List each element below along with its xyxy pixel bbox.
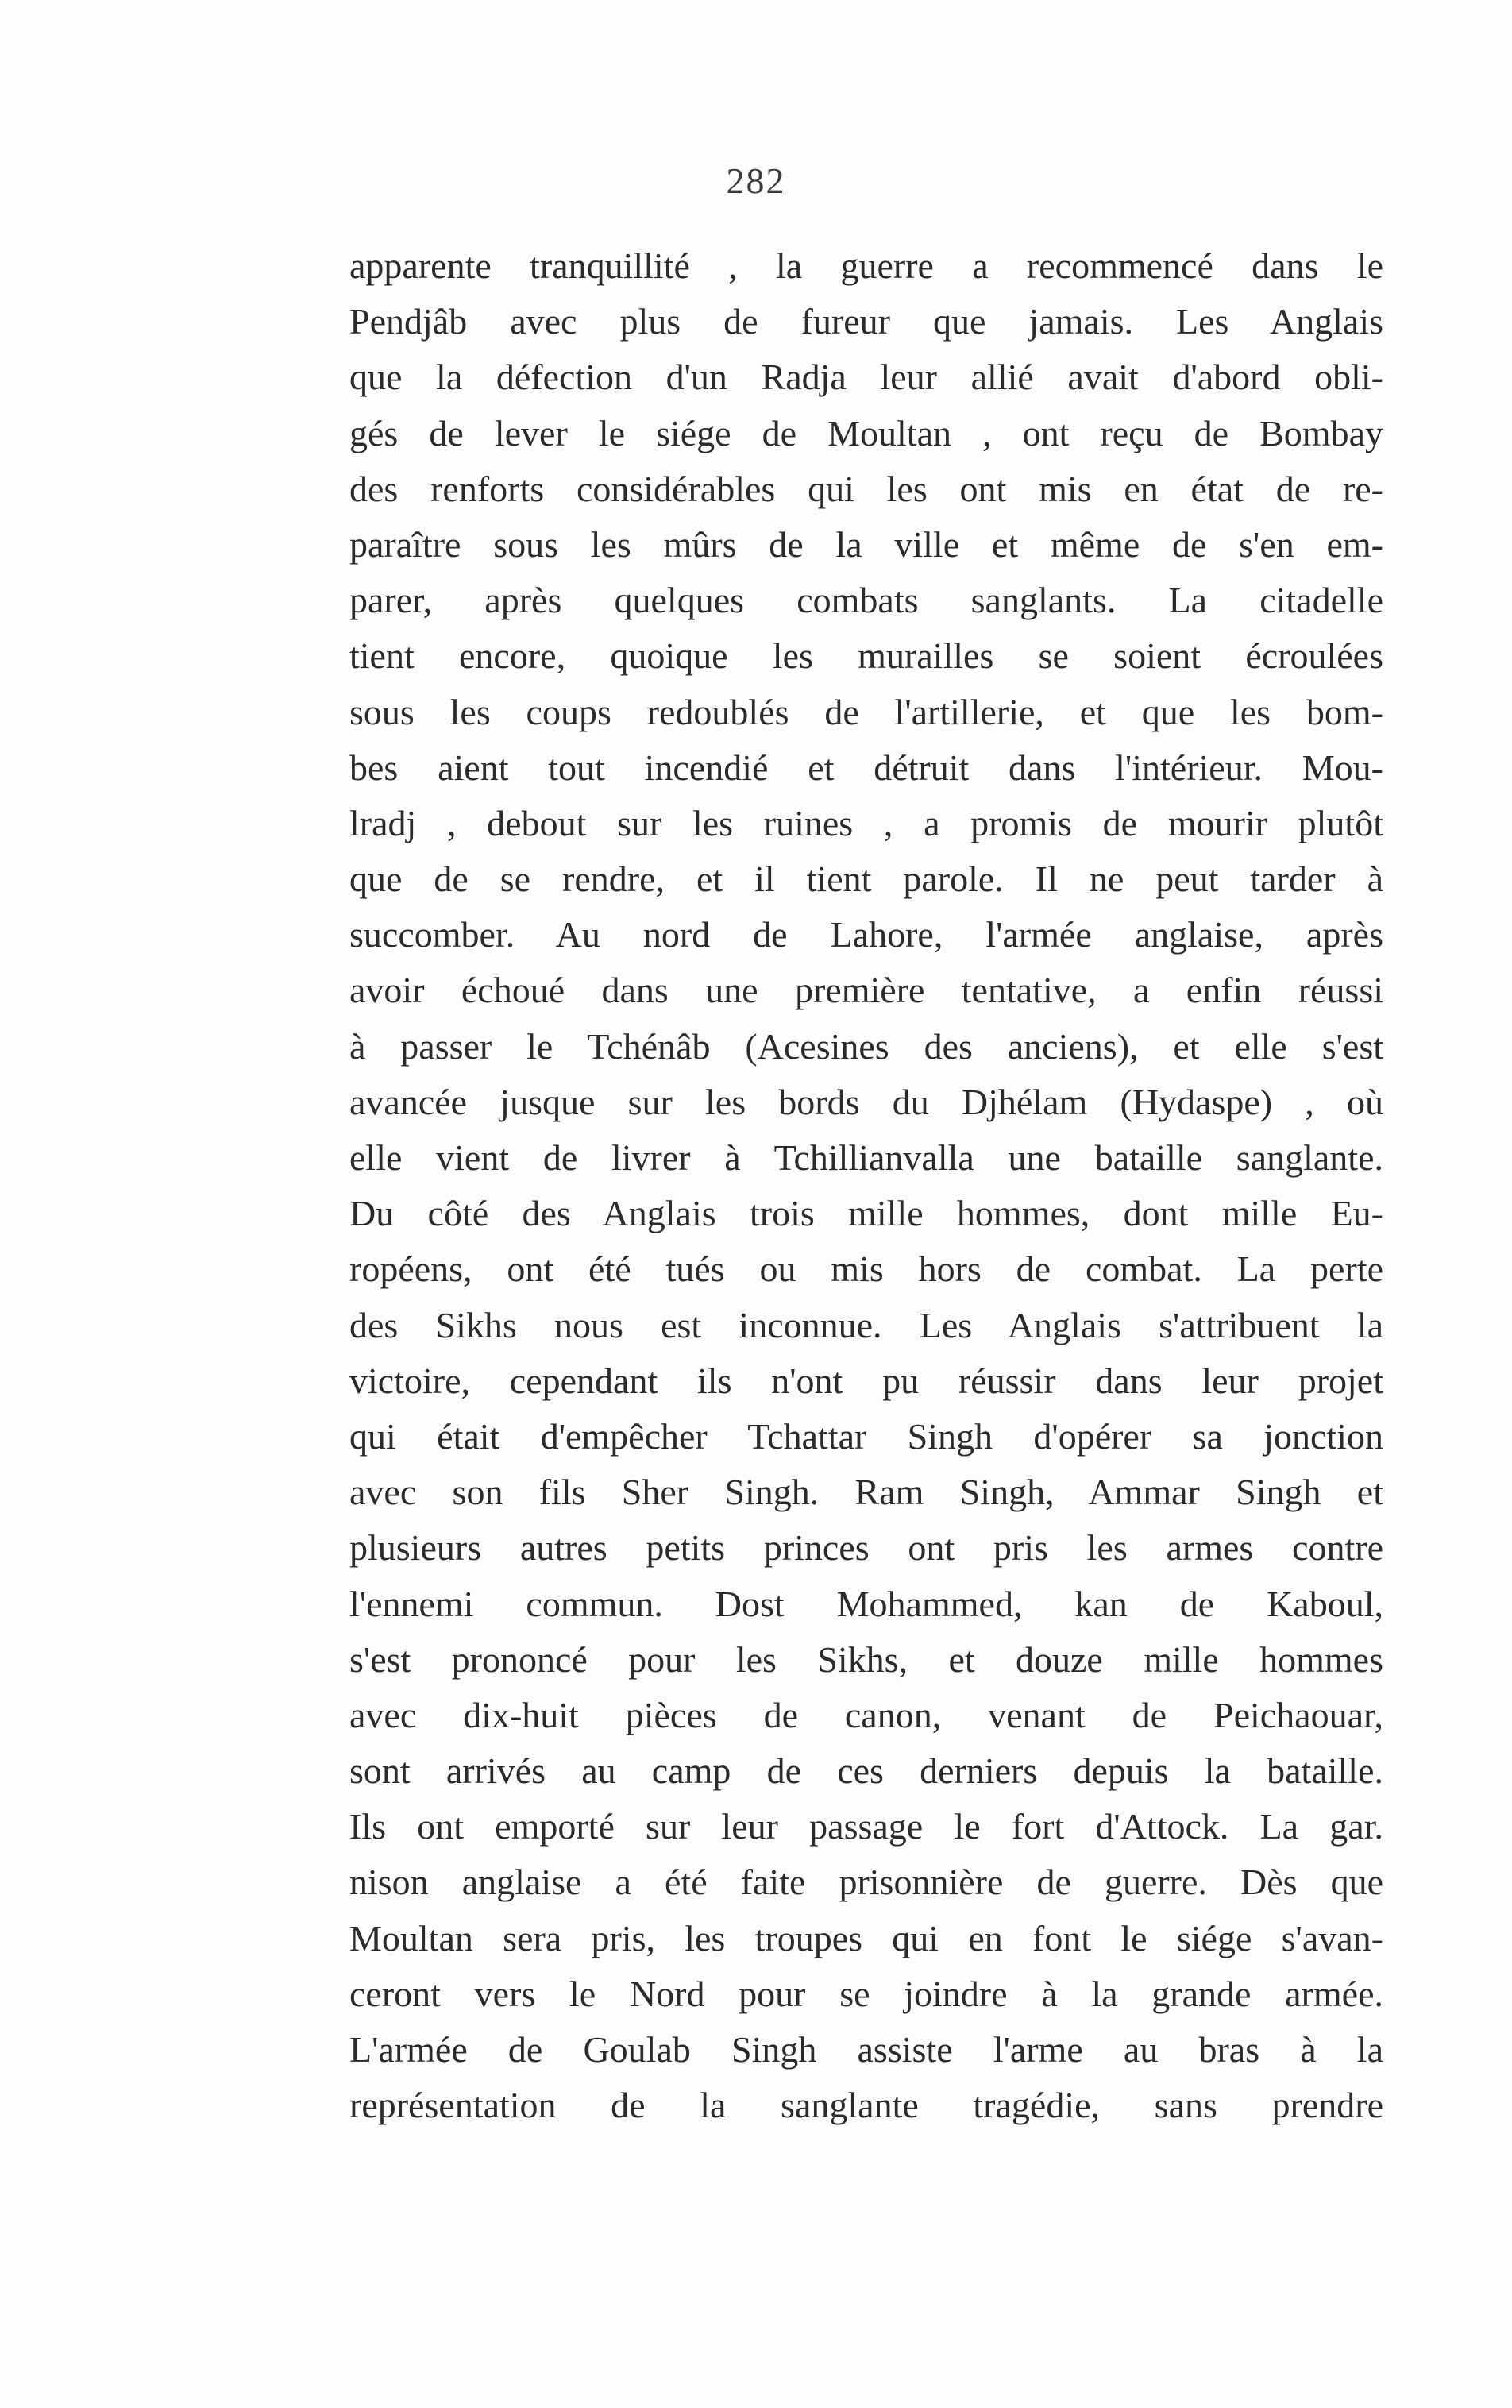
text-line: victoire, cependant ils n'ont pu réussir dans leur projet [349, 1360, 1383, 1401]
text-line: l'ennemi commun. Dost Mohammed, kan de Kaboul, [349, 1583, 1383, 1624]
text-line: ceront vers le Nord pour se joindre à la grande armée. [349, 1973, 1383, 2014]
text-line: avancée jusque sur les bords du Djhélam (Hydaspe) , où [349, 1081, 1383, 1122]
text-line: que de se rendre, et il tient parole. Il ne peut tarder à [349, 859, 1383, 900]
text-line: plusieurs autres petits princes ont pris les armes contre [349, 1527, 1383, 1569]
text-line: elle vient de livrer à Tchillianvalla une bataille sanglante. [349, 1137, 1383, 1178]
page-number: 282 [726, 160, 786, 201]
text-line: tient encore, quoique les murailles se soient écroulées [349, 635, 1383, 677]
text-line: des renforts considérables qui les ont mis en état de re- [349, 468, 1383, 509]
text-line: que la défection d'un Radja leur allié avait d'abord obli- [349, 357, 1383, 398]
text-line: Moultan sera pris, les troupes qui en font le siége s'avan- [349, 1917, 1383, 1958]
text-line: succomber. Au nord de Lahore, l'armée anglaise, après [349, 914, 1383, 955]
text-line: bes aient tout incendié et détruit dans l'intérieur. Mou- [349, 747, 1383, 788]
text-line: Pendjâb avec plus de fureur que jamais. Les Anglais [349, 301, 1383, 342]
text-line: lradj , debout sur les ruines , a promis de mourir plutôt [349, 802, 1383, 843]
text-line: à passer le Tchénâb (Acesines des anciens), et elle s'est [349, 1025, 1383, 1067]
text-line: avoir échoué dans une première tentative, a enfin réussi [349, 970, 1383, 1011]
text-line: Du côté des Anglais trois mille hommes, dont mille Eu- [349, 1193, 1383, 1234]
text-line: sous les coups redoublés de l'artillerie, et que les bom- [349, 691, 1383, 732]
text-line: apparente tranquillité , la guerre a recommencé dans le [349, 245, 1383, 286]
body-text [349, 238, 1383, 2133]
text-line: Ils ont emporté sur leur passage le fort d'Attock. La gar. [349, 1806, 1383, 1847]
text-line: avec son fils Sher Singh. Ram Singh, Ammar Singh et [349, 1472, 1383, 1513]
text-line: avec dix-huit pièces de canon, venant de Peichaouar, [349, 1694, 1383, 1735]
text-line: L'armée de Goulab Singh assiste l'arme au bras à la [349, 2029, 1383, 2070]
text-line: paraître sous les mûrs de la ville et même de s'en em- [349, 523, 1383, 565]
text-line: parer, après quelques combats sanglants. La citadelle [349, 580, 1383, 621]
text-line: sont arrivés au camp de ces derniers depuis la bataille. [349, 1750, 1383, 1792]
text-line: des Sikhs nous est inconnue. Les Anglais s'attribuent la [349, 1304, 1383, 1345]
text-line: gés de lever le siége de Moultan , ont reçu de Bombay [349, 412, 1383, 453]
text-line: qui était d'empêcher Tchattar Singh d'opérer sa jonction [349, 1415, 1383, 1457]
text-line: ropéens, ont été tués ou mis hors de combat. La perte [349, 1248, 1383, 1290]
text-line: s'est prononcé pour les Sikhs, et douze mille hommes [349, 1638, 1383, 1680]
text-line: représentation de la sanglante tragédie, sans prendre [349, 2085, 1383, 2126]
text-line: nison anglaise a été faite prisonnière de guerre. Dès que [349, 1862, 1383, 1903]
